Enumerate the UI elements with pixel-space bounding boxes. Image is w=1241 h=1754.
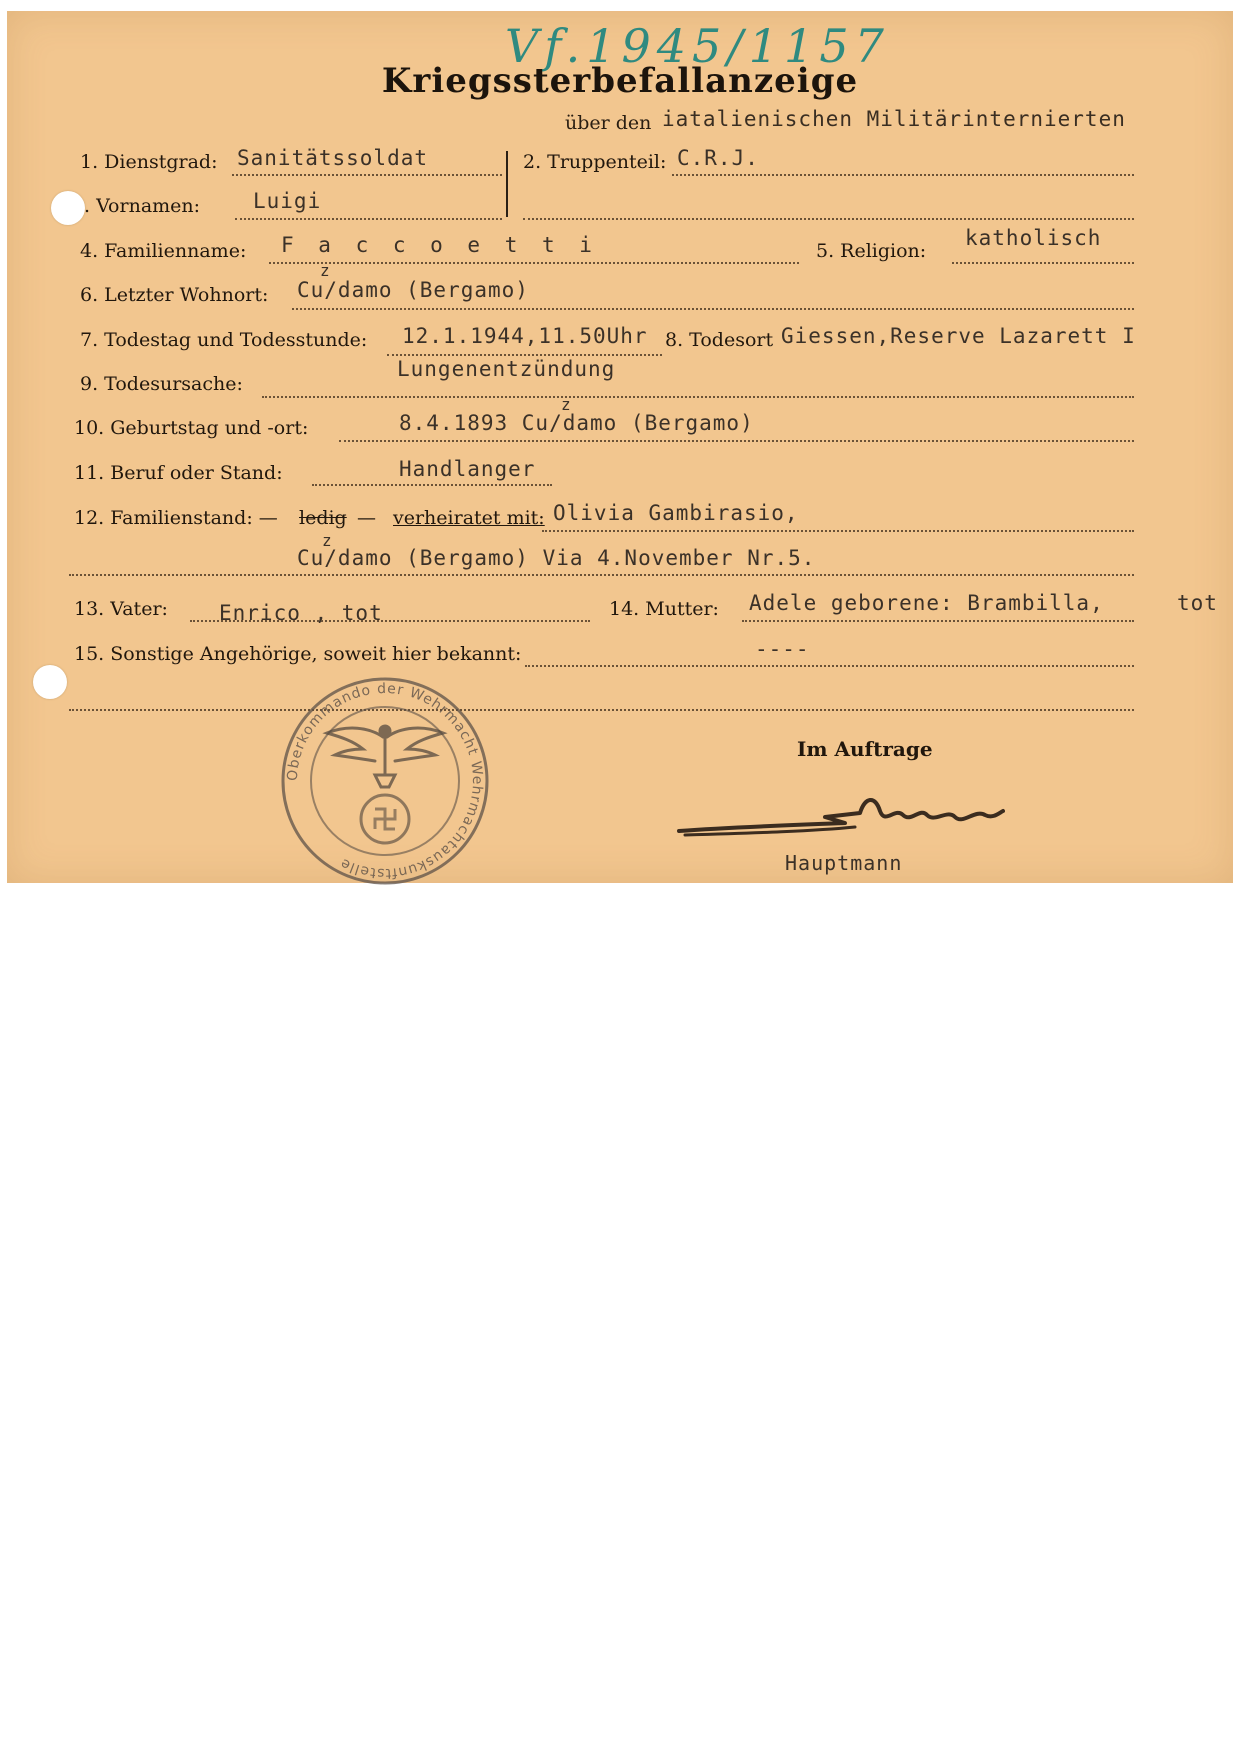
value-vornamen: Luigi: [253, 189, 322, 213]
label-familienname: 4. Familienname:: [80, 240, 247, 262]
subtitle-prefix: über den: [565, 112, 652, 134]
line-todesursache: [262, 396, 1134, 398]
label-mutter: 14. Mutter:: [609, 598, 719, 620]
document-sheet: [7, 11, 1233, 883]
eagle-emblem: [327, 726, 443, 787]
value-todesursache: Lungenentzündung: [397, 357, 616, 381]
stamp-text: Oberkommando der Wehrmacht Wehrmachtauskunftstelle: [284, 680, 486, 882]
line-geburtstag: [339, 440, 1134, 442]
value-sonstige: ----: [755, 637, 810, 661]
label-truppenteil: 2. Truppenteil:: [523, 151, 667, 173]
signature: [675, 787, 1005, 847]
punch-hole-top: [51, 191, 85, 225]
value-truppenteil: C.R.J.: [677, 146, 759, 170]
value-todestag: 12.1.1944,11.50Uhr: [402, 324, 648, 348]
label-geburtstag: 10. Geburtstag und -ort:: [74, 417, 309, 439]
label-beruf: 11. Beruf oder Stand:: [74, 462, 283, 484]
line-vornamen: [235, 218, 502, 220]
subtitle-value: iatalienischen Militärinternierten: [662, 107, 1126, 131]
punch-hole-bottom: [33, 665, 67, 699]
line-truppenteil: [672, 174, 1134, 176]
value-wohnort: Cu/damo (Bergamo): [297, 278, 529, 302]
line-sonstige-2: [69, 709, 1134, 711]
value-geburtstag: 8.4.1893 Cu/damo (Bergamo): [399, 411, 754, 435]
archive-number: Vf.1945/1157: [505, 19, 890, 73]
label-dienstgrad: 1. Dienstgrad:: [80, 151, 218, 173]
label-familienstand: 12. Familienstand: —: [74, 507, 278, 529]
svg-text:Oberkommando der Wehrmacht Weh: [285, 681, 485, 881]
line-dienstgrad: [232, 174, 502, 176]
value-familienstand: Olivia Gambirasio,: [553, 501, 799, 525]
value-familienstand-address: Cu/damo (Bergamo) Via 4.November Nr.5.: [297, 546, 816, 570]
document-title: Kriegssterbefallanzeige: [381, 61, 859, 101]
value-todesort: Giessen,Reserve Lazarett I: [781, 324, 1136, 348]
label-sonstige: 15. Sonstige Angehörige, soweit hier bekannt:: [74, 643, 522, 665]
label-todesort: 8. Todesort: [665, 329, 774, 351]
line-familienname: [269, 262, 799, 264]
line-sonstige: [525, 665, 1134, 667]
label-todestag: 7. Todestag und Todesstunde:: [80, 329, 368, 351]
value-dienstgrad: Sanitätssoldat: [237, 146, 429, 170]
label-vornamen: . Vornamen:: [84, 195, 201, 217]
label-religion: 5. Religion:: [816, 240, 927, 262]
signer-rank: Hauptmann: [785, 851, 903, 875]
line-religion: [952, 262, 1134, 264]
line-wohnort: [292, 308, 1134, 310]
line-vater: [190, 620, 590, 622]
official-stamp: [279, 675, 491, 887]
value-beruf: Handlanger: [399, 457, 536, 481]
line-familienstand-2: [69, 574, 1134, 576]
correction-mark: z: [322, 531, 332, 550]
line-vornamen-right: [523, 218, 1134, 220]
label-familienstand-dash: —: [357, 507, 376, 529]
line-beruf: [312, 484, 552, 486]
struck-ledig: ledig: [299, 507, 347, 529]
label-vater: 13. Vater:: [74, 598, 168, 620]
correction-mark: z: [561, 395, 571, 414]
value-vater: Enrico , tot: [219, 601, 383, 625]
line-familienstand: [542, 530, 1134, 532]
column-divider: [506, 151, 508, 217]
signature-drawing: [675, 787, 1005, 847]
value-familienname: F a c c o e t t i: [281, 233, 598, 257]
value-mutter: Adele geborene: Brambilla,: [749, 591, 1104, 615]
line-todestag: [387, 354, 662, 356]
value-mutter-status: tot: [1177, 591, 1218, 615]
label-todesursache: 9. Todesursache:: [80, 373, 243, 395]
closing-text: Im Auftrage: [797, 737, 933, 761]
value-religion: katholisch: [965, 226, 1102, 250]
label-wohnort: 6. Letzter Wohnort:: [80, 284, 269, 306]
label-verheiratet: verheiratet mit:: [393, 507, 545, 529]
correction-mark: z: [320, 261, 330, 280]
line-mutter: [742, 620, 1134, 622]
